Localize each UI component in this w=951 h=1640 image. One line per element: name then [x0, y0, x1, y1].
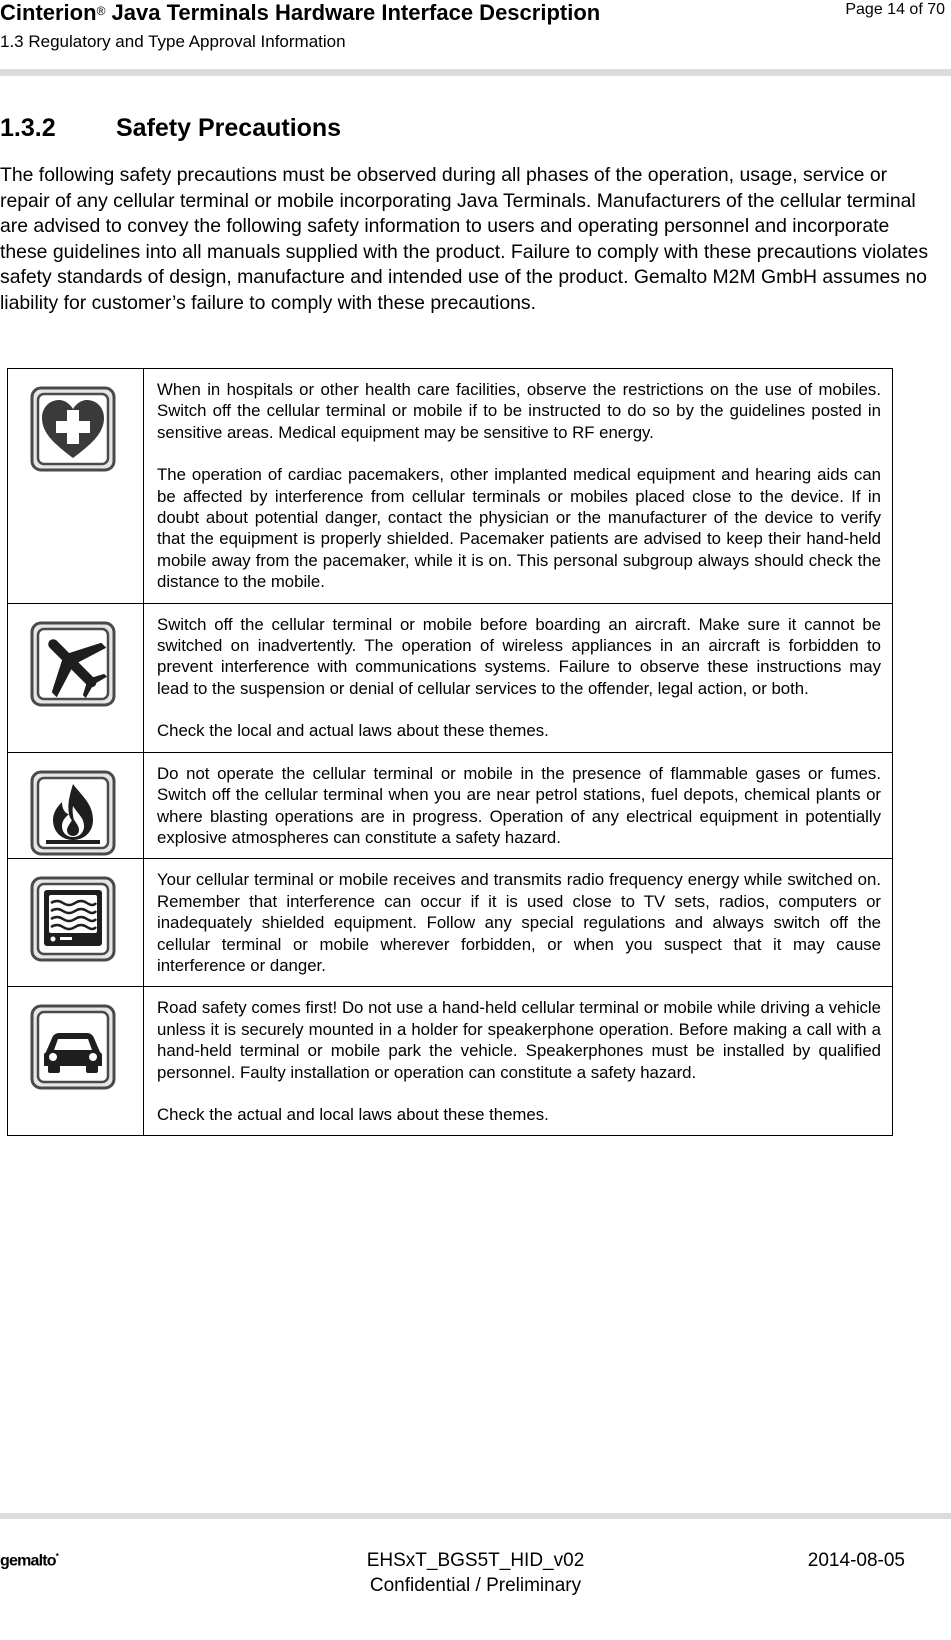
- flame-icon: [30, 770, 116, 856]
- section-number: 1.3.2: [0, 114, 56, 142]
- precaution-paragraph: Road safety comes first! Do not use a hand-held cellular terminal or mobile while driving a vehicle unless it is securely mounted in a holder for speakerphone operation. Before making a call with a hand-held terminal or mobile park the vehicle. Speakerphones must be installed by qualified personnel. Faulty installation or operation can constitute a safety hazard.: [157, 998, 881, 1082]
- table-row: [8, 369, 893, 604]
- table-row: [8, 987, 893, 1136]
- tv-radio-interference-icon: [30, 876, 116, 962]
- precaution-text: [144, 603, 893, 752]
- registered-mark: ®: [96, 4, 106, 18]
- table-row: [8, 859, 893, 987]
- footer-divider: [0, 1513, 951, 1519]
- page-number: Page 14 of 70: [845, 1, 945, 18]
- safety-table: [7, 368, 893, 1136]
- icon-cell: [8, 859, 144, 987]
- precaution-text: [144, 369, 893, 604]
- title-brand: Cinterion: [0, 0, 97, 25]
- title-rest: Java Terminals Hardware Interface Description: [105, 0, 601, 25]
- header-divider: [0, 69, 951, 76]
- airplane-icon: [30, 621, 116, 707]
- icon-cell: [8, 369, 144, 604]
- precaution-paragraph: Check the actual and local laws about these themes.: [157, 1104, 549, 1124]
- document-title: [0, 0, 600, 26]
- precaution-text: [144, 752, 893, 859]
- precaution-paragraph: Do not operate the cellular terminal or mobile in the presence of flammable gases or fumes. Switch off the cellular terminal when you are near petrol stations, fuel depots, chemical plants or where blasting operations are in progress. Operation of any electrical equipment in potentially explosive atmospheres can constitute a safety hazard.: [157, 763, 881, 847]
- document-id: EHSxT_BGS5T_HID_v02: [366, 1550, 585, 1571]
- medical-heart-cross-icon: [30, 386, 116, 472]
- document-date: 2014-08-05: [807, 1550, 905, 1571]
- precaution-paragraph: Your cellular terminal or mobile receives and transmits radio frequency energy while switched on. Remember that interference can occur if it is used close to TV sets, radios, computers or inadequately shielded equipment. Follow any special regulations and always switch off the cellular terminal or mobile wherever forbidden, or when you suspect that it may cause interference or danger.: [157, 870, 881, 975]
- precaution-paragraph: The operation of cardiac pacemakers, other implanted medical equipment and hearing aids can be affected by interference from cellular terminals or mobiles placed close to the device. If in doubt about potential danger, contact the physician or the manufacturer of the device to verify that the equipment is properly shielded. Pacemaker patients are advised to keep their hand-held mobile away from the pacemaker, while it is on. This personal subgroup always should check the distance to the mobile.: [157, 465, 881, 592]
- icon-cell: [8, 987, 144, 1136]
- table-row: [8, 603, 893, 752]
- intro-paragraph: The following safety precautions must be observed during all phases of the operation, usage, service or repair of any cellular terminal or mobile incorporating Java Terminals. Manufacturers of the cellular terminal are advised to convey the following safety information to users and operating personnel and incorporate these guidelines into all manuals supplied with the product. Failure to comply with these precautions violates safety standards of design, manufacture and intended use of the product. Gemalto M2M GmbH assumes no liability for customer’s failure to comply with these precautions.: [0, 164, 929, 314]
- precaution-text: [144, 987, 893, 1136]
- car-icon: [30, 1004, 116, 1090]
- icon-cell: [8, 603, 144, 752]
- section-heading: [0, 113, 341, 143]
- precaution-paragraph: Check the local and actual laws about these themes.: [157, 721, 549, 741]
- precaution-paragraph: Switch off the cellular terminal or mobile before boarding an aircraft. Make sure it cannot be switched on inadvertently. The operation of wireless appliances in an aircraft is forbidden to prevent interference with communications systems. Failure to observe these instructions may lead to the suspension or denial of cellular services to the offender, legal action, or both.: [157, 614, 881, 698]
- section-title: Safety Precautions: [116, 114, 342, 142]
- confidentiality-label: Confidential / Preliminary: [369, 1575, 582, 1596]
- logo-mark: *: [55, 1552, 59, 1561]
- logo-text: gemalto: [0, 1552, 56, 1570]
- icon-cell: [8, 752, 144, 859]
- table-row: [8, 752, 893, 859]
- chapter-subtitle: 1.3 Regulatory and Type Approval Information: [0, 32, 346, 51]
- precaution-paragraph: When in hospitals or other health care facilities, observe the restrictions on the use of mobiles. Switch off the cellular terminal or mobile if to be instructed to do so by the guidelines posted in sensitive areas. Medical equipment may be sensitive to RF energy.: [157, 380, 881, 442]
- precaution-text: [144, 859, 893, 987]
